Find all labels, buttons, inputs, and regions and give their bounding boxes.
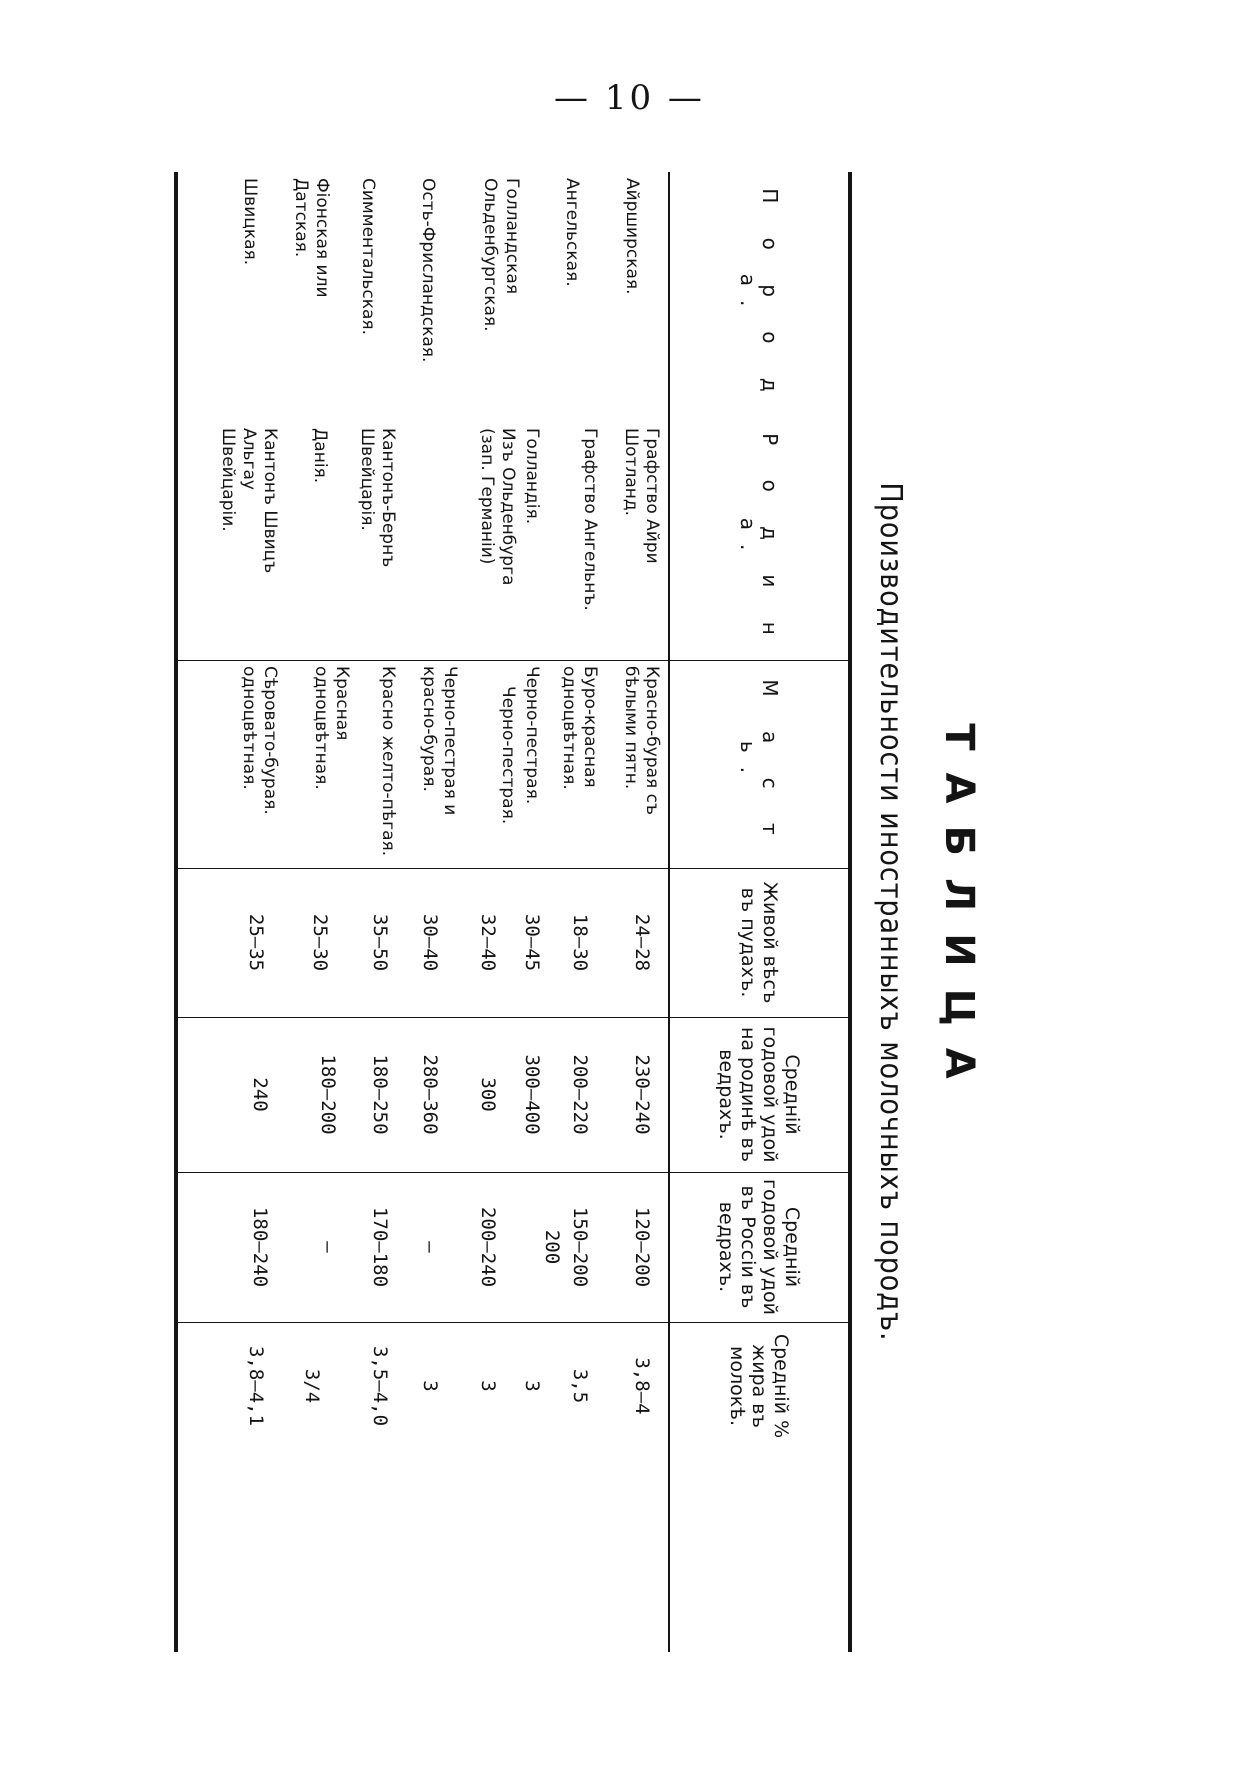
table-cell: 3,5—4,0 (369, 1345, 391, 1427)
table-cell: Изъ Ольденбурга (зап. Германіи) (477, 428, 518, 586)
table-cell: 300—400 (521, 1054, 543, 1135)
table-cell: 24—28 (631, 913, 653, 972)
table-cell: Буро-красная одноцвѣтная. (559, 666, 600, 790)
table-cell: Черно-пестрая и красно-бурая. (419, 666, 460, 816)
table-cell: Голландія. (522, 428, 542, 525)
table-heading: ТАБЛИЦА (936, 723, 982, 1101)
table-cell: Фіонская или Датская. (291, 178, 332, 298)
header-breed: П о р о д а. (736, 188, 782, 406)
table-cell: Красно-бурая съ бѣлыми пятн. (621, 666, 662, 816)
header-rule (668, 172, 670, 1652)
table-cell: 35—50 (369, 913, 391, 972)
table-cell: Красная одноцвѣтная. (311, 666, 352, 790)
table-cell: Ость-Фрисландская. (418, 178, 438, 363)
table-cell: Данія. (310, 428, 330, 484)
table-cell: Черно-пестрая. (522, 666, 542, 805)
table-cell: 3,5 (569, 1368, 591, 1404)
table-cell: Кантонъ Швицъ Альгау Швейцаріи. (218, 428, 280, 574)
table-cell: 3 (477, 1380, 499, 1392)
table-cell: 230—240 (631, 1054, 653, 1135)
header-color: М а с т ь. (736, 679, 782, 849)
table-cell: 240 (249, 1077, 271, 1112)
table-cell: 180—200 (317, 1054, 339, 1135)
table-cell: 32—40 (477, 913, 499, 972)
table-cell: 3,8—4 (631, 1357, 653, 1415)
table-cell: 25—35 (245, 913, 267, 972)
productivity-table (174, 172, 852, 1652)
column-rule (178, 868, 848, 869)
table-cell: 200—240 (477, 1206, 499, 1288)
table-cell: Кантонъ-Бернъ Швейцарія. (357, 428, 398, 568)
table-cell: 30—40 (419, 913, 441, 972)
table-cell: 300 (477, 1077, 499, 1112)
table-cell: — (419, 1241, 441, 1253)
page-number: — 10 — (554, 78, 705, 118)
table-cell: Графство Айри Шотланд. (621, 428, 662, 564)
table-cell: 18—30 (569, 913, 591, 972)
table-cell: — (317, 1241, 339, 1253)
column-rule (178, 1322, 848, 1323)
table-cell: 180—240 (249, 1206, 271, 1288)
table-cell: Айрширская. (622, 178, 642, 295)
table-cell: Сѣровато-бурая. одноцвѣтная. (239, 666, 280, 815)
table-cell: 280—360 (419, 1054, 441, 1135)
table-cell: 3 (419, 1380, 441, 1392)
table-cell: Ольденбургская. (480, 178, 500, 332)
table-cell: 200 (541, 1229, 563, 1265)
table-subheading: Производительности иностранныхъ молочныхъ породъ. (873, 482, 908, 1342)
table-cell: 170—180 (369, 1206, 391, 1288)
header-homeland: Р о д и н а. (736, 433, 782, 649)
header-weight: Живой вѣсъ въ пудахъ. (737, 881, 781, 1004)
header-yield-russia: Средній годовой удой въ Россіи въ ведрахъ. (715, 1179, 803, 1315)
table-cell: 25—30 (309, 913, 331, 972)
table-cell: Черно-пестрая. (498, 686, 518, 825)
table-cell: 180—250 (369, 1054, 391, 1135)
table-cell: 200—220 (569, 1054, 591, 1135)
table-cell: 150—200 (569, 1206, 591, 1288)
table-cell: 3/4 (301, 1368, 323, 1404)
column-rule (178, 1172, 848, 1173)
rotated-table-block (182, 172, 1002, 1652)
table-cell: 120—200 (631, 1206, 653, 1288)
column-rule (178, 1017, 848, 1018)
table-cell: 3 (521, 1380, 543, 1392)
header-fat: Средній % жира въ молокѣ. (726, 1333, 792, 1439)
table-cell: 30—45 (521, 913, 543, 972)
table-cell: Красно желто-пѣгая. (378, 666, 398, 857)
table-cell: Швицкая. (240, 178, 260, 266)
table-cell: Голландская (502, 178, 522, 295)
header-yield-home: Средній годовой удой на родинѣ въ ведрахъ. (715, 1026, 803, 1163)
table-cell: Симментальская. (358, 178, 378, 336)
table-cell: Ангельская. (562, 178, 582, 287)
table-cell: 3,8—4,1 (245, 1345, 267, 1427)
table-cell: Графство Ангельнъ. (580, 428, 600, 611)
